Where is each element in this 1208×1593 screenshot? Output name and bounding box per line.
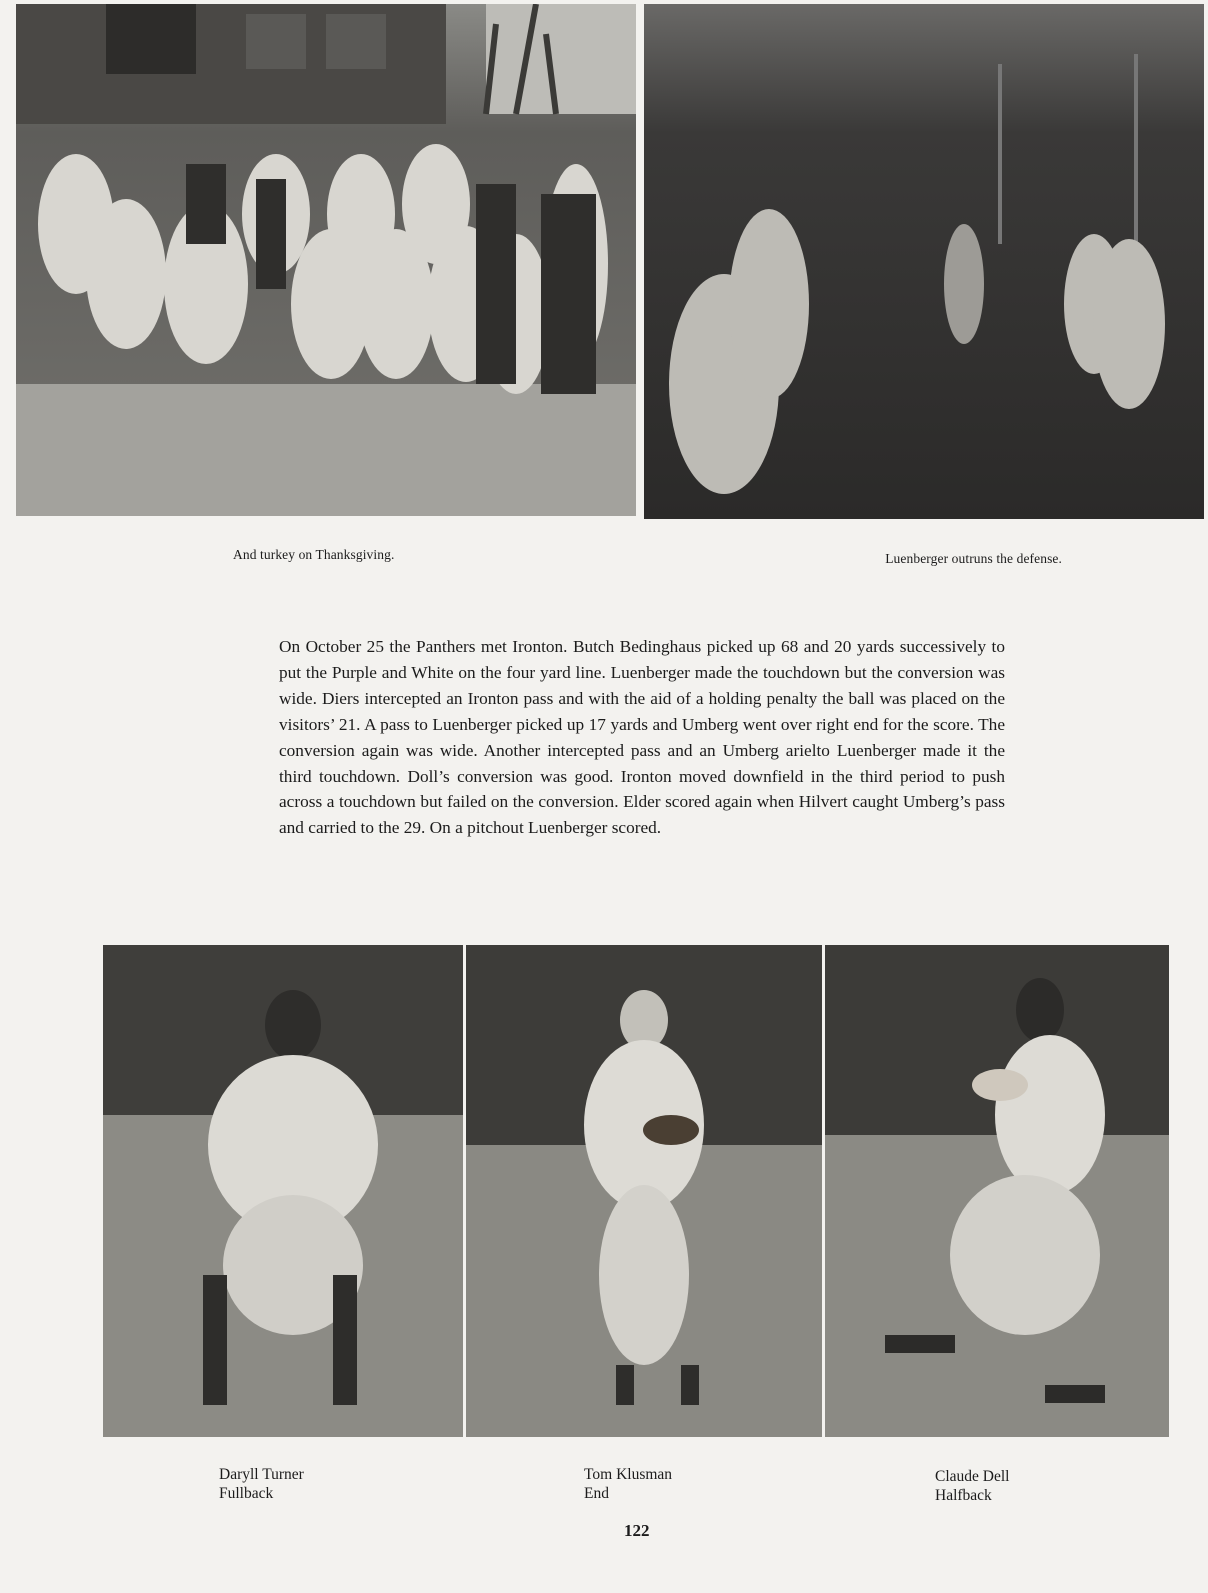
player-caption-dell (935, 1467, 1009, 1505)
player-photo-klusman (466, 945, 822, 1437)
player-name: Tom Klusman (584, 1466, 673, 1483)
team-photo-caption: And turkey on Thanksgiving. (233, 547, 395, 562)
night-game-photo (644, 4, 1204, 519)
player-position: Halfback (935, 1487, 992, 1504)
player-name: Daryll Turner (219, 1466, 304, 1483)
article-paragraph: On October 25 the Panthers met Ironton. Butch Bedinghaus picked up 68 and 20 yards successively to put the Purple and White on the four yard line. Luenberger made the touchdown but the conversion was wide. Diers intercepted an Ironton pass and with the aid of a holding penalty the ball was placed on the visitors’ 21. A pass to Luenberger picked up 17 yards and Umberg went over right end for the score. The conversion again was wide. Another intercepted pass and an Umberg arielto Luenberger made it the third touchdown. Doll’s conversion was good. Ironton moved downfield in the third period to push across a touchdown but failed on the conversion. Elder scored again when Hilvert caught Umberg’s pass and carried to the 29. On a pitchout Luenberger scored. (279, 637, 1005, 838)
player-caption-klusman (584, 1465, 672, 1503)
team-photo (16, 4, 636, 516)
player-photo-turner (103, 945, 463, 1437)
page-number: 122 (624, 1521, 650, 1540)
player-position: Fullback (219, 1485, 274, 1502)
player-photo-dell (825, 945, 1169, 1437)
player-caption-turner (219, 1465, 304, 1503)
player-name: Claude Dell (935, 1468, 1010, 1485)
player-position: End (584, 1485, 609, 1502)
night-game-caption: Luenberger outruns the defense. (885, 551, 1062, 566)
